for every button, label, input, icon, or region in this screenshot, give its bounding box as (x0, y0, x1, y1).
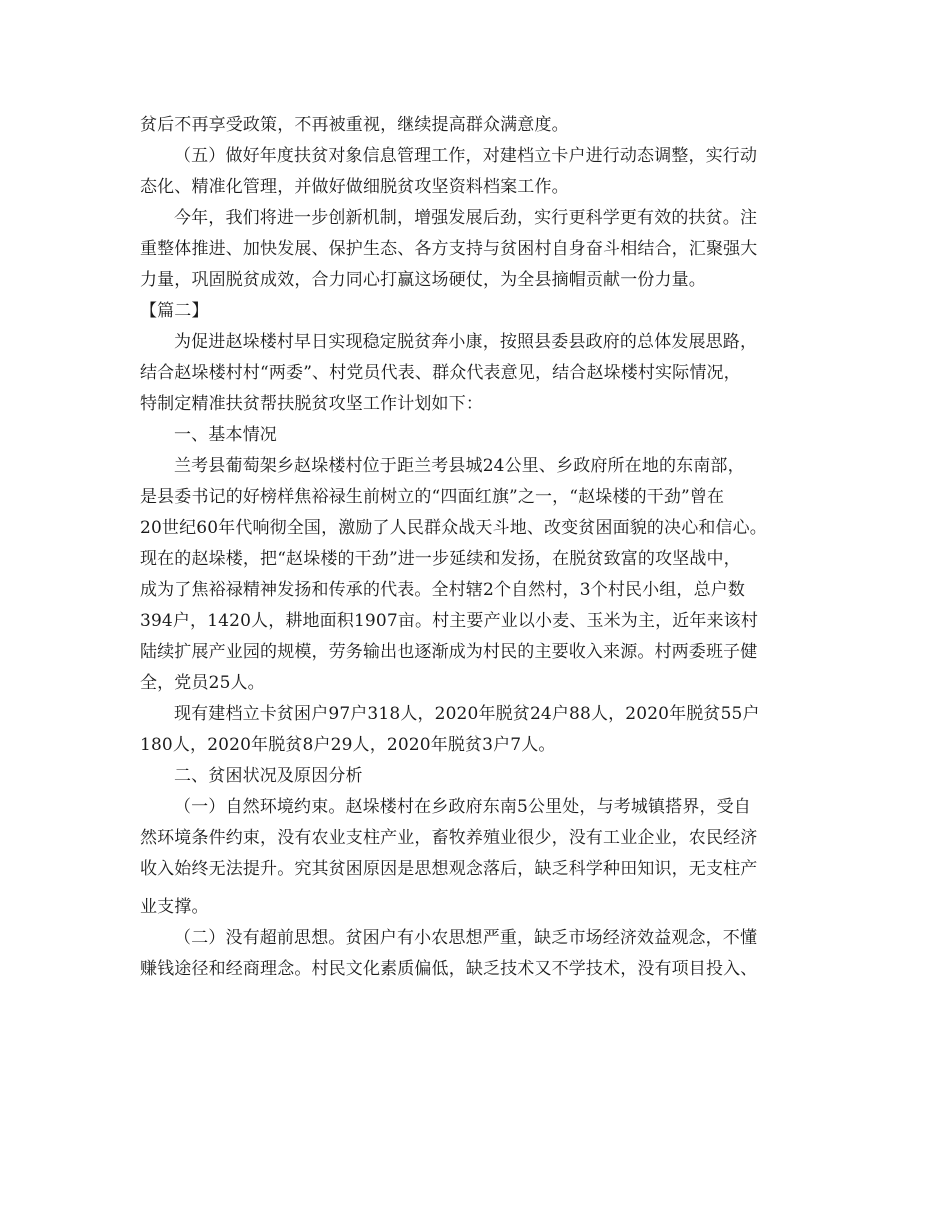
text-line: 态化、精准化管理，并做好做细脱贫攻坚资料档案工作。 (140, 177, 569, 197)
text-line: 重整体推进、加快发展、保护生态、各方支持与贫困村自身奋斗相结合，汇聚强大 (140, 239, 758, 259)
text-line: 一、基本情况 (174, 425, 277, 445)
text-line: （五）做好年度扶贫对象信息管理工作，对建档立卡户进行动态调整，实行动 (174, 146, 758, 166)
text-line: 力量，巩固脱贫成效，合力同心打赢这场硬仗，为全县摘帽贡献一份力量。 (140, 270, 706, 290)
text-line: 是县委书记的好榜样焦裕禄生前树立的“四面红旗”之一，“赵垛楼的干劲”曾在 (140, 487, 725, 507)
document-body (140, 115, 820, 990)
text-line: 业支撑。 (140, 897, 209, 917)
text-line: 陆续扩展产业园的规模，劳务输出也逐渐成为村民的主要收入来源。村两委班子健 (140, 642, 758, 662)
text-line: 20世纪60年代响彻全国，激励了人民群众战天斗地、改变贫困面貌的决心和信心。 (140, 518, 767, 538)
text-line: 兰考县葡萄架乡赵垛楼村位于距兰考县城24公里、乡政府所在地的东南部， (174, 456, 745, 476)
text-line: （二）没有超前思想。贫困户有小农思想严重，缺乏市场经济效益观念，不懂 (174, 928, 758, 948)
text-line: 然环境条件约束，没有农业支柱产业，畜牧养殖业很少，没有工业企业，农民经济 (140, 828, 758, 848)
text-line: 394户，1420人，耕地面积1907亩。村主要产业以小麦、玉米为主，近年来该村 (140, 611, 758, 631)
text-line: 二、贫困状况及原因分析 (174, 766, 363, 786)
text-line: 成为了焦裕禄精神发扬和传承的代表。全村辖2个自然村，3个村民小组，总户数 (140, 580, 746, 600)
text-line: 结合赵垛楼村村“两委”、村党员代表、群众代表意见，结合赵垛楼村实际情况， (140, 363, 741, 383)
text-line: 特制定精准扶贫帮扶脱贫攻坚工作计划如下： (140, 394, 483, 414)
text-line: 现有建档立卡贫困户97户318人，2020年脱贫24户88人，2020年脱贫55户 (174, 704, 760, 724)
text-line: 全，党员25人。 (140, 673, 265, 693)
text-line: 现在的赵垛楼，把“赵垛楼的干劲”进一步延续和发扬，在脱贫致富的攻坚战中， (140, 549, 741, 569)
text-line: 贫后不再享受政策，不再被重视，继续提高群众满意度。 (140, 115, 569, 135)
text-line: 赚钱途径和经商理念。村民文化素质偏低，缺乏技术又不学技术，没有项目投入、 (140, 959, 758, 979)
text-line: 【篇二】 (140, 301, 209, 321)
text-line: 今年，我们将进一步创新机制，增强发展后劲，实行更科学更有效的扶贫。注 (174, 208, 758, 228)
text-line: 为促进赵垛楼村早日实现稳定脱贫奔小康，按照县委县政府的总体发展思路， (174, 332, 758, 352)
text-line: 收入始终无法提升。究其贫困原因是思想观念落后，缺乏科学种田知识，无支柱产 (140, 859, 758, 879)
text-line: 180人，2020年脱贫8户29人，2020年脱贫3户7人。 (140, 735, 556, 755)
text-line: （一）自然环境约束。赵垛楼村在乡政府东南5公里处，与考城镇搭界，受自 (174, 797, 751, 817)
